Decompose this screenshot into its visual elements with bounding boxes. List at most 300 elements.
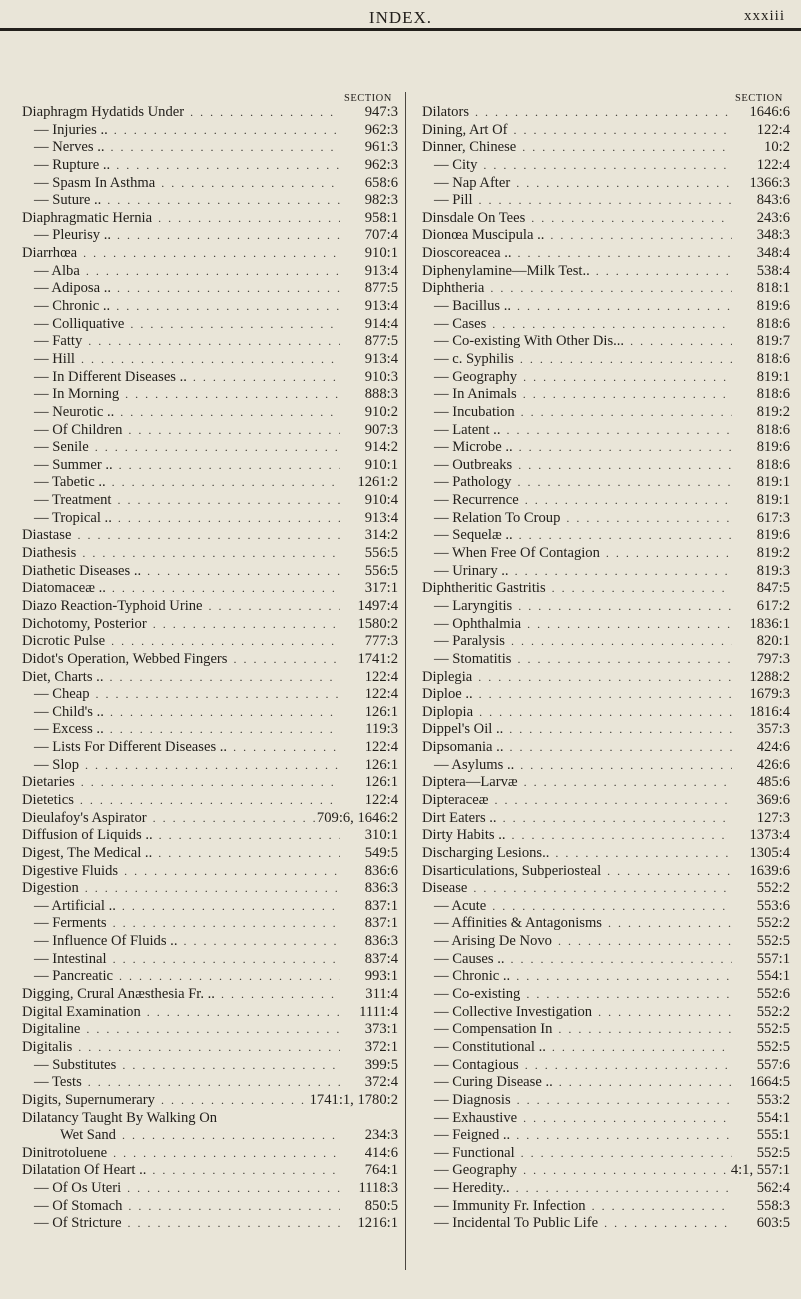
index-term: — Of Stricture bbox=[34, 1215, 122, 1232]
section-reference: 836:3 bbox=[364, 933, 398, 950]
index-entry bbox=[22, 933, 398, 951]
section-reference: 877:5 bbox=[364, 280, 398, 297]
index-entry bbox=[422, 298, 790, 316]
index-term: Dirty Habits .. bbox=[422, 827, 506, 844]
section-reference: 818:1 bbox=[756, 280, 790, 297]
dot-leader bbox=[106, 474, 340, 492]
dot-leader bbox=[600, 545, 732, 563]
page-number: xxxiii bbox=[743, 8, 785, 24]
section-reference: 961:3 bbox=[364, 139, 398, 156]
index-term: — When Free Of Contagion bbox=[434, 545, 600, 562]
index-entry bbox=[422, 280, 790, 298]
index-term: — Tropical .. bbox=[34, 509, 112, 526]
index-term: — Recurrence bbox=[434, 492, 519, 509]
section-reference: 1216:1 bbox=[357, 1215, 398, 1232]
right-section-label: SECTION bbox=[735, 93, 783, 104]
dot-leader bbox=[517, 1162, 731, 1180]
index-term: — Stomatitis bbox=[434, 650, 512, 667]
dot-leader bbox=[500, 422, 732, 440]
index-term: Digital Examination bbox=[22, 1003, 141, 1020]
index-entry bbox=[22, 633, 398, 651]
dot-leader bbox=[467, 880, 732, 898]
section-reference: 837:1 bbox=[364, 897, 398, 914]
dot-leader bbox=[514, 757, 732, 775]
index-entry bbox=[22, 1162, 398, 1180]
dot-leader bbox=[486, 898, 732, 916]
index-entry bbox=[422, 422, 790, 440]
index-term: — Chronic .. bbox=[34, 298, 111, 315]
dot-leader bbox=[511, 474, 732, 492]
dot-leader bbox=[514, 351, 732, 369]
dot-leader bbox=[590, 263, 732, 281]
section-reference: 818:6 bbox=[756, 315, 790, 332]
section-reference: 552:5 bbox=[756, 1144, 790, 1161]
index-entry bbox=[422, 880, 790, 898]
dot-leader bbox=[560, 510, 732, 528]
dot-leader bbox=[111, 227, 340, 245]
section-reference: 122:4 bbox=[364, 791, 398, 808]
section-reference: 603:5 bbox=[756, 1215, 790, 1232]
section-reference: 914:4 bbox=[364, 315, 398, 332]
section-reference: 556:5 bbox=[364, 545, 398, 562]
section-reference: 1118:3 bbox=[358, 1180, 398, 1197]
dot-leader bbox=[511, 298, 732, 316]
section-reference: 1741:1, 1780:2 bbox=[309, 1091, 398, 1108]
section-reference: 122:4 bbox=[756, 156, 790, 173]
dot-leader bbox=[473, 192, 732, 210]
index-term: — In Animals bbox=[434, 386, 517, 403]
dot-leader bbox=[80, 1021, 340, 1039]
index-entry bbox=[22, 951, 398, 969]
index-entry bbox=[22, 968, 398, 986]
section-reference: 910:1 bbox=[364, 245, 398, 262]
section-reference: 310:1 bbox=[364, 827, 398, 844]
index-term: Dinitrotoluene bbox=[22, 1144, 108, 1161]
index-entry bbox=[22, 316, 398, 334]
index-entry bbox=[422, 457, 790, 475]
index-term: Diphtheritic Gastritis bbox=[422, 580, 546, 597]
section-reference: 910:2 bbox=[364, 403, 398, 420]
dot-leader bbox=[602, 915, 732, 933]
section-reference: 818:6 bbox=[756, 421, 790, 438]
index-term: — Hill bbox=[34, 350, 75, 367]
section-reference: 552:6 bbox=[756, 986, 790, 1003]
dot-leader bbox=[89, 439, 340, 457]
section-reference: 910:4 bbox=[364, 492, 398, 509]
section-reference: 399:5 bbox=[364, 1056, 398, 1073]
dot-leader bbox=[497, 810, 732, 828]
section-reference: 372:1 bbox=[364, 1038, 398, 1055]
dot-leader bbox=[107, 951, 340, 969]
index-term: Dilatancy Taught By Walking On bbox=[22, 1109, 218, 1126]
index-entry bbox=[22, 122, 398, 140]
index-entry bbox=[422, 369, 790, 387]
section-reference: 126:1 bbox=[364, 774, 398, 791]
dot-leader bbox=[122, 422, 340, 440]
index-entry bbox=[422, 210, 790, 228]
index-entry bbox=[422, 721, 790, 739]
index-entry bbox=[22, 915, 398, 933]
dot-leader bbox=[155, 175, 340, 193]
dot-leader bbox=[525, 210, 732, 228]
index-term: Discharging Lesions.. bbox=[422, 844, 550, 861]
index-entry bbox=[422, 139, 790, 157]
dot-leader bbox=[113, 968, 340, 986]
index-entry bbox=[22, 774, 398, 792]
index-term: — Geography bbox=[434, 1162, 518, 1179]
index-term: Diphenylamine—Milk Test.. bbox=[422, 262, 590, 279]
index-term: Dietaries bbox=[22, 774, 75, 791]
dot-leader bbox=[153, 827, 340, 845]
dot-leader bbox=[517, 386, 732, 404]
dot-leader bbox=[107, 915, 340, 933]
index-term: — Adiposa .. bbox=[34, 280, 112, 297]
index-entry bbox=[422, 545, 790, 563]
index-entry bbox=[422, 792, 790, 810]
dot-leader bbox=[75, 774, 340, 792]
section-reference: 707:4 bbox=[364, 227, 398, 244]
dot-leader bbox=[177, 933, 340, 951]
section-reference: 554:1 bbox=[756, 1109, 790, 1126]
section-reference: 557:1 bbox=[756, 950, 790, 967]
section-reference: 122:4 bbox=[756, 121, 790, 138]
index-entry bbox=[22, 1004, 398, 1022]
index-term: — Latent .. bbox=[434, 421, 501, 438]
index-term: — Sequelæ .. bbox=[434, 527, 513, 544]
dot-leader bbox=[473, 704, 732, 722]
index-entry bbox=[22, 1180, 398, 1198]
section-reference: 1288:2 bbox=[749, 668, 790, 685]
index-term: Diet, Charts .. bbox=[22, 668, 104, 685]
section-reference: 913:4 bbox=[364, 262, 398, 279]
index-term: Diazo Reaction-Typhoid Urine bbox=[22, 597, 203, 614]
index-term: Diatomaceæ .. bbox=[22, 580, 106, 597]
section-reference: 234:3 bbox=[364, 1127, 398, 1144]
dot-leader bbox=[472, 669, 732, 687]
index-term: — Substitutes bbox=[34, 1056, 117, 1073]
index-entry bbox=[422, 192, 790, 210]
section-reference: 836:6 bbox=[364, 862, 398, 879]
index-entry bbox=[22, 139, 398, 157]
index-entry bbox=[22, 563, 398, 581]
index-term: — Co-existing bbox=[434, 986, 521, 1003]
index-entry bbox=[422, 122, 790, 140]
index-term: — Of Children bbox=[34, 421, 123, 438]
index-term: — Rupture .. bbox=[34, 156, 111, 173]
index-term: Dilators bbox=[422, 104, 470, 120]
dot-leader bbox=[546, 580, 732, 598]
index-entry bbox=[422, 175, 790, 193]
section-reference: 369:6 bbox=[756, 791, 790, 808]
dot-leader bbox=[106, 580, 340, 598]
section-reference: 819:6 bbox=[756, 439, 790, 456]
dot-leader bbox=[155, 1092, 310, 1110]
dot-leader bbox=[113, 457, 340, 475]
index-entry bbox=[422, 810, 790, 828]
index-term: Dipsomania .. bbox=[422, 739, 504, 756]
dot-leader bbox=[510, 1127, 732, 1145]
dot-leader bbox=[516, 139, 732, 157]
index-entry bbox=[22, 545, 398, 563]
index-entry bbox=[22, 616, 398, 634]
index-entry bbox=[422, 157, 790, 175]
index-term: Digits, Supernumerary bbox=[22, 1091, 155, 1108]
dot-leader bbox=[486, 316, 732, 334]
dot-leader bbox=[508, 122, 732, 140]
section-reference: 122:4 bbox=[364, 739, 398, 756]
dot-leader bbox=[519, 1057, 732, 1075]
dot-leader bbox=[509, 563, 732, 581]
index-entry bbox=[22, 863, 398, 881]
index-term: Disease bbox=[422, 880, 468, 897]
index-term: — Of Os Uteri bbox=[34, 1180, 122, 1197]
section-reference: 913:4 bbox=[364, 350, 398, 367]
dot-leader bbox=[77, 245, 340, 263]
section-reference: 1497:4 bbox=[357, 597, 398, 614]
index-term: — Spasm In Asthma bbox=[34, 174, 156, 191]
index-entry bbox=[22, 1021, 398, 1039]
section-reference: 819:1 bbox=[756, 368, 790, 385]
dot-leader bbox=[104, 721, 340, 739]
index-entry bbox=[422, 580, 790, 598]
index-term: — Neurotic .. bbox=[34, 403, 115, 420]
dot-leader bbox=[111, 280, 340, 298]
dot-leader bbox=[122, 1215, 340, 1233]
dot-leader bbox=[121, 1180, 340, 1198]
dot-leader bbox=[141, 1004, 340, 1022]
section-reference: 818:6 bbox=[756, 350, 790, 367]
dot-leader bbox=[512, 457, 732, 475]
index-term: — Lists For Different Diseases .. bbox=[34, 739, 228, 756]
index-term: — In Different Diseases .. bbox=[34, 368, 187, 385]
section-reference: 373:1 bbox=[364, 1021, 398, 1038]
section-reference: 552:5 bbox=[756, 1038, 790, 1055]
index-term: — Arising De Novo bbox=[434, 933, 552, 950]
dot-leader bbox=[104, 704, 340, 722]
index-term: Diffusion of Liquids .. bbox=[22, 827, 153, 844]
index-term: — Chronic .. bbox=[434, 968, 511, 985]
section-reference: 777:3 bbox=[364, 633, 398, 650]
dot-leader bbox=[549, 845, 732, 863]
index-term: — Pancreatic bbox=[34, 968, 114, 985]
index-entry bbox=[422, 386, 790, 404]
index-term: — Relation To Croup bbox=[434, 509, 561, 526]
index-term: Dietetics bbox=[22, 791, 74, 808]
index-term: — Intestinal bbox=[34, 950, 107, 967]
dot-leader bbox=[517, 1110, 732, 1128]
index-term: — Pleurisy .. bbox=[34, 227, 112, 244]
left-entries bbox=[22, 104, 398, 1233]
index-term: Dionœa Muscipula .. bbox=[422, 227, 545, 244]
index-term: Dieulafoy's Aspirator bbox=[22, 809, 147, 826]
dot-leader bbox=[203, 598, 340, 616]
dot-leader bbox=[506, 827, 732, 845]
section-reference: 819:6 bbox=[756, 298, 790, 315]
index-term: Diathetic Diseases .. bbox=[22, 562, 142, 579]
section-reference: 820:1 bbox=[756, 633, 790, 650]
section-reference: 818:6 bbox=[756, 386, 790, 403]
index-entry bbox=[22, 739, 398, 757]
index-entry bbox=[22, 245, 398, 263]
index-entry bbox=[422, 1127, 790, 1145]
index-entry bbox=[22, 457, 398, 475]
dot-leader bbox=[469, 104, 732, 122]
index-term: — Excess .. bbox=[34, 721, 104, 738]
section-reference: 819:2 bbox=[756, 403, 790, 420]
index-term: — Nerves .. bbox=[34, 139, 105, 156]
dot-leader bbox=[624, 333, 732, 351]
index-entry bbox=[22, 880, 398, 898]
section-reference: 850:5 bbox=[364, 1197, 398, 1214]
section-reference: 993:1 bbox=[364, 968, 398, 985]
index-term: — Immunity Fr. Infection bbox=[434, 1197, 586, 1214]
dot-leader bbox=[515, 404, 732, 422]
index-term: — Ophthalmia bbox=[434, 615, 522, 632]
index-entry bbox=[422, 986, 790, 1004]
section-reference: 424:6 bbox=[756, 739, 790, 756]
dot-leader bbox=[544, 227, 732, 245]
index-term: — Child's .. bbox=[34, 703, 104, 720]
index-term: Diaphragm Hydatids Under bbox=[22, 104, 185, 120]
section-reference: 910:1 bbox=[364, 456, 398, 473]
index-term: Didot's Operation, Webbed Fingers bbox=[22, 650, 228, 667]
index-entry bbox=[22, 104, 398, 122]
index-term: — Tests bbox=[34, 1074, 82, 1091]
section-reference: 562:4 bbox=[756, 1180, 790, 1197]
dot-leader bbox=[505, 633, 732, 651]
index-term: — Microbe .. bbox=[434, 439, 513, 456]
index-term: Dining, Art Of bbox=[422, 121, 508, 138]
dot-leader bbox=[90, 686, 340, 704]
index-entry bbox=[422, 968, 790, 986]
index-entry bbox=[422, 1215, 790, 1233]
section-reference: 1580:2 bbox=[357, 615, 398, 632]
index-term: — Cases bbox=[434, 315, 487, 332]
dot-leader bbox=[484, 280, 732, 298]
left-section-label: SECTION bbox=[344, 93, 392, 104]
index-entry bbox=[422, 492, 790, 510]
section-reference: 837:1 bbox=[364, 915, 398, 932]
index-term: — Asylums .. bbox=[434, 756, 515, 773]
index-entry bbox=[422, 1092, 790, 1110]
index-term: — Curing Disease .. bbox=[434, 1074, 553, 1091]
dot-leader bbox=[592, 1004, 732, 1022]
section-reference: 797:3 bbox=[756, 650, 790, 667]
index-entry bbox=[22, 474, 398, 492]
dot-leader bbox=[146, 1162, 340, 1180]
index-entry bbox=[422, 1039, 790, 1057]
dot-leader bbox=[520, 986, 732, 1004]
index-entry bbox=[422, 316, 790, 334]
dot-leader bbox=[79, 880, 340, 898]
section-reference: 888:3 bbox=[364, 386, 398, 403]
dot-leader bbox=[552, 1021, 732, 1039]
index-term: Dinner, Chinese bbox=[422, 139, 517, 156]
dot-leader bbox=[513, 527, 732, 545]
dot-leader bbox=[118, 863, 340, 881]
index-term: — Urinary .. bbox=[434, 562, 509, 579]
index-term: Dioscoreacea .. bbox=[422, 245, 512, 262]
dot-leader bbox=[505, 951, 732, 969]
index-term: — Alba bbox=[34, 262, 80, 279]
dot-leader bbox=[103, 669, 340, 687]
dot-leader bbox=[116, 1127, 340, 1145]
index-entry bbox=[422, 1198, 790, 1216]
dot-leader bbox=[477, 157, 732, 175]
section-reference: 818:6 bbox=[756, 456, 790, 473]
index-term: — Geography bbox=[434, 368, 518, 385]
index-term: — Summer .. bbox=[34, 456, 113, 473]
dot-leader bbox=[518, 774, 732, 792]
index-term: — Functional bbox=[434, 1144, 515, 1161]
section-reference: 122:4 bbox=[364, 686, 398, 703]
dot-leader bbox=[111, 492, 340, 510]
index-term: Digestive Fluids bbox=[22, 862, 119, 879]
index-entry bbox=[422, 263, 790, 281]
index-term: — Cheap bbox=[34, 686, 90, 703]
index-term: Digest, The Medical .. bbox=[22, 844, 153, 861]
index-entry bbox=[422, 845, 790, 863]
section-reference: 764:1 bbox=[364, 1162, 398, 1179]
dot-leader bbox=[553, 1074, 732, 1092]
section-reference: 819:1 bbox=[756, 474, 790, 491]
index-entry bbox=[22, 580, 398, 598]
index-entry bbox=[422, 863, 790, 881]
dot-leader bbox=[108, 122, 340, 140]
index-term: — Collective Investigation bbox=[434, 1003, 593, 1020]
section-reference: 819:6 bbox=[756, 527, 790, 544]
section-reference: 819:3 bbox=[756, 562, 790, 579]
index-entry bbox=[22, 386, 398, 404]
section-reference: 658:6 bbox=[364, 174, 398, 191]
index-entry bbox=[22, 1145, 398, 1163]
dot-leader bbox=[75, 351, 340, 369]
index-term: — Of Stomach bbox=[34, 1197, 123, 1214]
index-entry bbox=[422, 351, 790, 369]
section-reference: 126:1 bbox=[364, 756, 398, 773]
section-reference: 549:5 bbox=[364, 844, 398, 861]
index-term: — Feigned .. bbox=[434, 1127, 511, 1144]
index-entry bbox=[422, 598, 790, 616]
dot-leader bbox=[515, 1145, 732, 1163]
index-entry bbox=[22, 1215, 398, 1233]
index-term: — Outbreaks bbox=[434, 456, 513, 473]
section-reference: 552:2 bbox=[756, 1003, 790, 1020]
index-term: — Acute bbox=[434, 897, 487, 914]
section-reference: 243:6 bbox=[756, 209, 790, 226]
index-entry bbox=[422, 1110, 790, 1128]
section-reference: 552:2 bbox=[756, 915, 790, 932]
index-entry bbox=[22, 1074, 398, 1092]
index-term: — Pathology bbox=[434, 474, 512, 491]
section-reference: 1664:5 bbox=[749, 1074, 790, 1091]
dot-leader bbox=[513, 439, 732, 457]
section-reference: 314:2 bbox=[364, 527, 398, 544]
index-entry bbox=[22, 651, 398, 669]
index-term: Digitaline bbox=[22, 1021, 81, 1038]
section-reference: 1639:6 bbox=[749, 862, 790, 879]
section-reference: 538:4 bbox=[756, 262, 790, 279]
dot-leader bbox=[517, 369, 732, 387]
index-entry bbox=[422, 669, 790, 687]
dot-leader bbox=[510, 968, 732, 986]
section-reference: 836:3 bbox=[364, 880, 398, 897]
section-reference: 553:2 bbox=[756, 1091, 790, 1108]
index-term: — Colliquative bbox=[34, 315, 125, 332]
index-entry bbox=[422, 933, 790, 951]
section-reference: 126:1 bbox=[364, 703, 398, 720]
dot-leader bbox=[227, 739, 340, 757]
